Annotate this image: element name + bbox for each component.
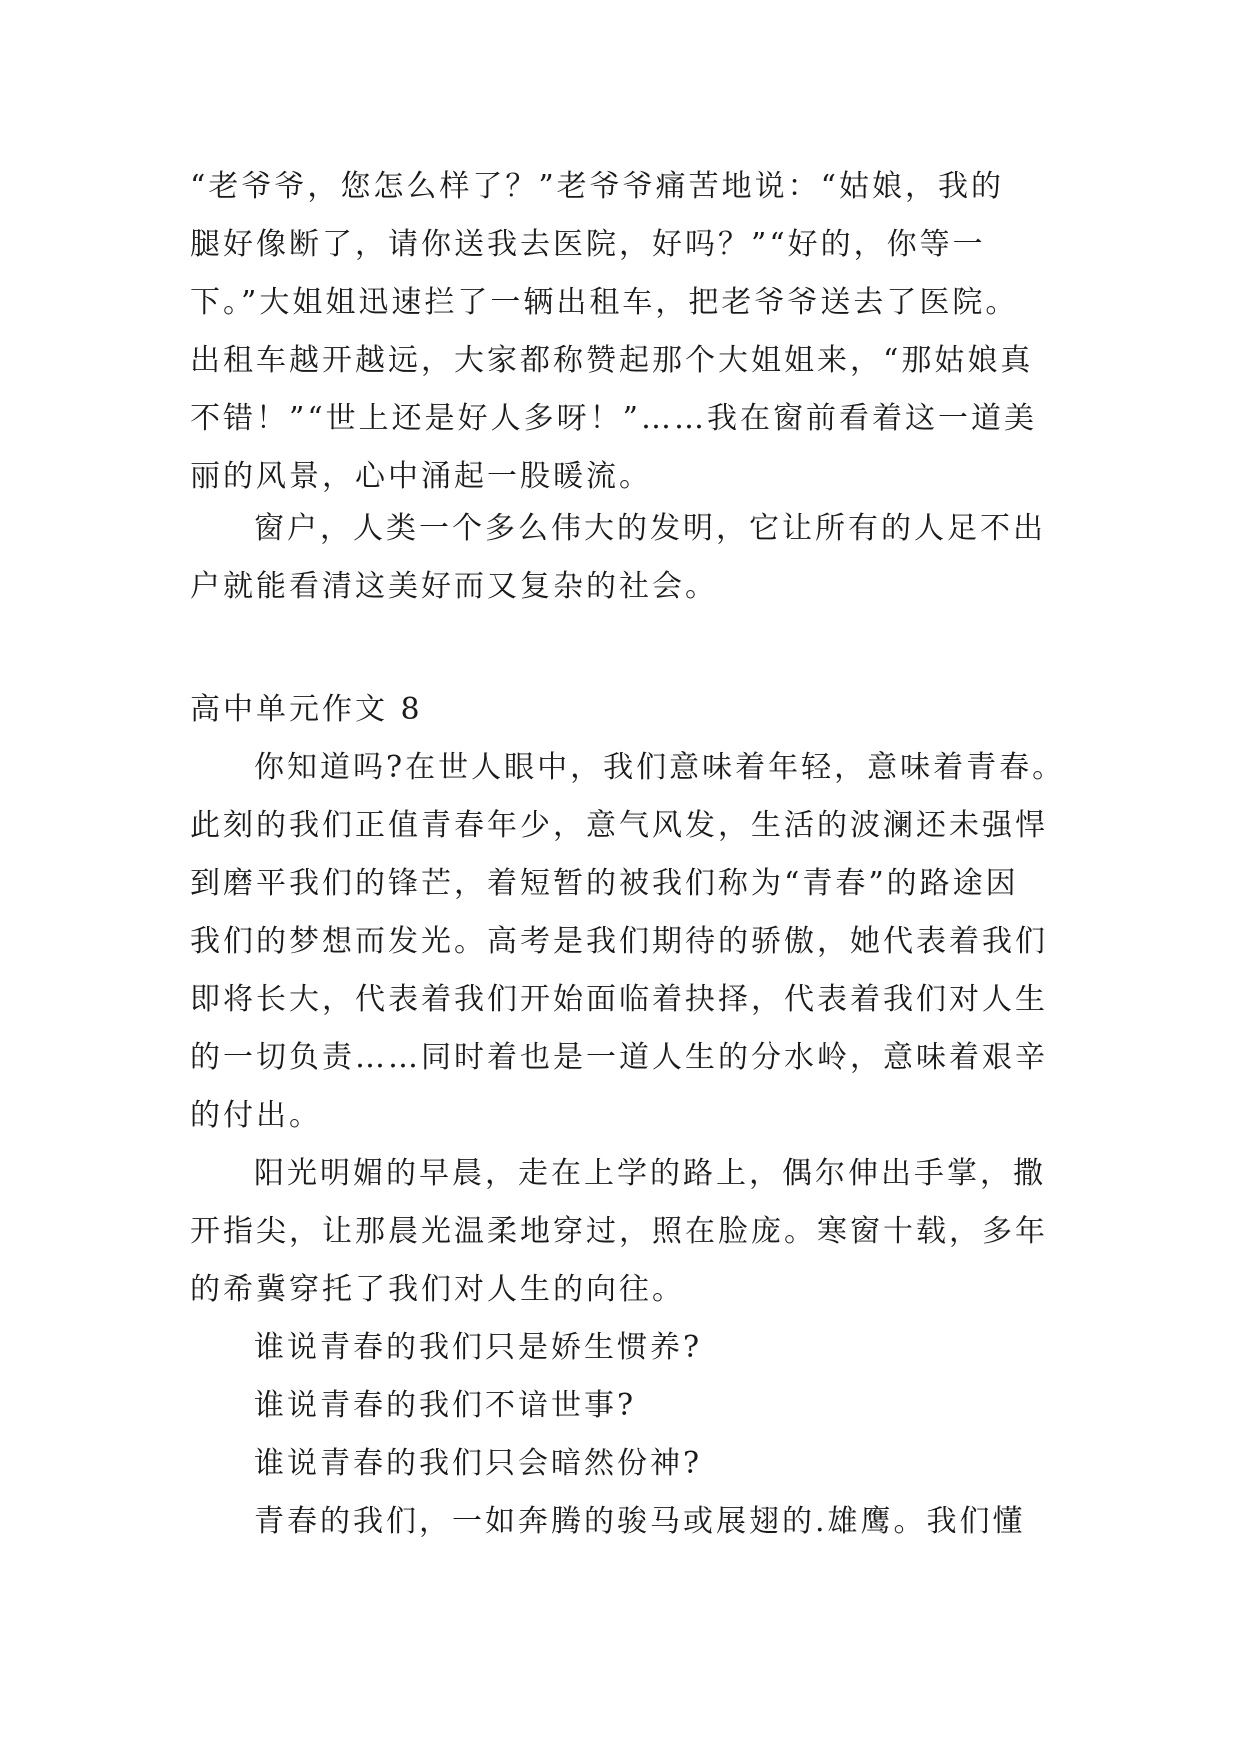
text-line: 此刻的我们正值青春年少，意气风发，生活的波澜还未强悍 <box>190 808 1048 843</box>
text-line: “老爷爷，您怎么样了？”老爷爷痛苦地说：“姑娘，我的 <box>190 169 1005 204</box>
text-line: 我们的梦想而发光。高考是我们期待的骄傲，她代表着我们 <box>190 924 1048 959</box>
text-line: 不错！”“世上还是好人多呀！”……我在窗前看着这一道美 <box>190 401 1038 436</box>
text-line: 下。”大姐姐迅速拦了一辆出租车，把老爷爷送去了医院。 <box>190 285 1019 320</box>
text-line: 窗户，人类一个多么伟大的发明，它让所有的人足不出 <box>254 511 1046 546</box>
question-line: 谁说青春的我们不谙世事? <box>254 1388 637 1423</box>
text-line: 到磨平我们的锋芒，着短暂的被我们称为“青春”的路途因 <box>190 866 1019 901</box>
story-ending-paragraph <box>190 158 1070 506</box>
text-line: 丽的风景，心中涌起一股暖流。 <box>190 459 652 494</box>
text-line: 出租车越开越远，大家都称赞起那个大姐姐来，“那姑娘真 <box>190 343 1034 378</box>
text-line: 的一切负责……同时着也是一道人生的分水岭，意味着艰辛 <box>190 1040 1048 1075</box>
text-line: 阳光明媚的早晨，走在上学的路上，偶尔伸出手掌，撒 <box>254 1156 1046 1191</box>
text-line: 腿好像断了，请你送我去医院，好吗？”“好的，你等一 <box>190 227 986 262</box>
text-line: 青春的我们，一如奔腾的骏马或展翅的.雄鹰。我们懂 <box>254 1504 1026 1539</box>
text-line: 的希冀穿托了我们对人生的向往。 <box>190 1272 685 1307</box>
question-line: 谁说青春的我们只会暗然份神? <box>254 1446 703 1481</box>
essay-8 <box>190 681 1070 1551</box>
text-line: 开指尖，让那晨光温柔地穿过，照在脸庞。寒窗十载，多年 <box>190 1214 1048 1249</box>
text-line: 的付出。 <box>190 1098 322 1133</box>
text-line: 户就能看清这美好而又复杂的社会。 <box>190 569 718 604</box>
window-conclusion-paragraph <box>190 500 1070 616</box>
question-line: 谁说青春的我们只是娇生惯养? <box>254 1330 703 1365</box>
text-line: 你知道吗?在世人眼中，我们意味着年轻，意味着青春。 <box>254 750 1066 785</box>
text-line: 即将长大，代表着我们开始面临着抉择，代表着我们对人生 <box>190 982 1048 1017</box>
essay-heading: 高中单元作文 8 <box>190 692 423 727</box>
